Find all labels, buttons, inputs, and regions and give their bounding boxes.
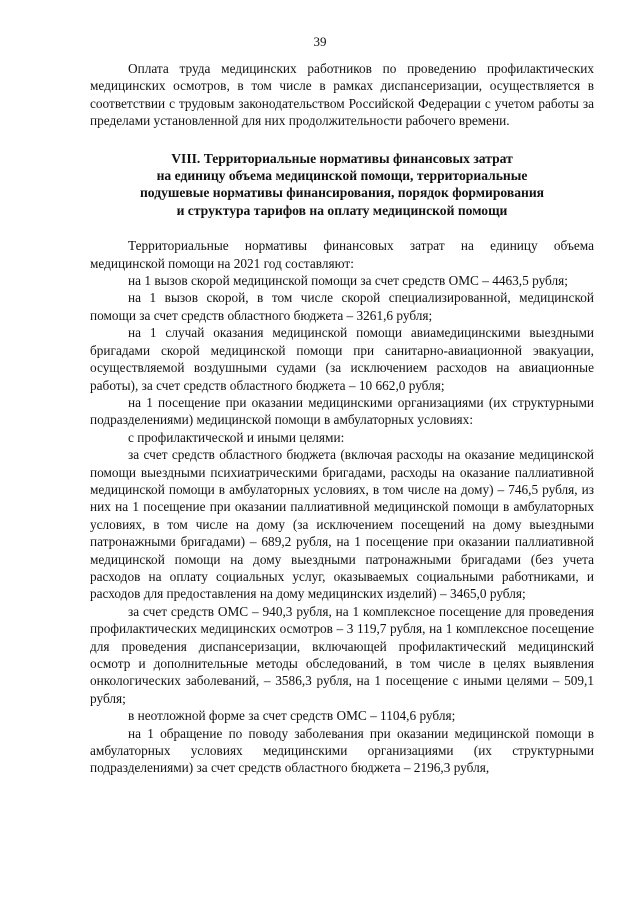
body-paragraph: за счет средств областного бюджета (включая расходы на оказание медицинской помощи выездными психиатрическими бригадами, расходы на оказание паллиативной медицинской помощи в амбулаторных условиях, в том числе на дому) – 746,5 рубля, из них на 1 посещение при оказании паллиативной медицинской помощи в амбулаторных условиях, в том числе на дому (за исключением посещений на дому выездными патронажными бригадами) – 689,2 рубля, на 1 посещение при оказании паллиативной медицинской помощи на дому выездными патронажными бригадами (без учета расходов на оплату социальных услуг, оказываемых социальными работниками, и расходов для предоставления на дому медицинских изделий) – 3465,0 рубля; <box>90 447 594 602</box>
body-paragraph: за счет средств ОМС – 940,3 рубля, на 1 комплексное посещение для проведения профилактических медицинских осмотров – 3 119,7 рубля, на 1 комплексное посещение для проведения диспансеризации, включающей профилактический медицинский осмотр и дополнительные методы обследований, в том числе в целях выявления онкологических заболеваний, – 3586,3 рубля, на 1 посещение с иными целями – 509,1 рубля; <box>90 603 594 706</box>
section-heading-line: на единицу объема медицинской помощи, территориальные <box>156 168 528 184</box>
document-body <box>90 60 594 777</box>
body-paragraph: с профилактической и иными целями: <box>128 429 345 445</box>
body-paragraph: на 1 вызов скорой медицинской помощи за счет средств ОМС – 4463,5 рубля; <box>128 273 568 289</box>
section-heading-line: VIII. Территориальные нормативы финансовых затрат <box>171 150 513 166</box>
body-paragraph: на 1 случай оказания медицинской помощи авиамедицинскими выездными бригадами скорой медицинской помощи при санитарно-авиационной эвакуации, осуществляемой воздушными судами (за исключением расходов на авиационные работы), за счет средств областного бюджета – 10 662,0 рубля; <box>90 325 594 393</box>
body-paragraph: на 1 посещение при оказании медицинскими организациями (их структурными подразделениями) медицинской помощи в амбулаторных условиях: <box>90 394 594 428</box>
body-paragraph: на 1 обращение по поводу заболевания при оказании медицинской помощи в амбулаторных условиях медицинскими организациями (их структурными подразделениями) за счет средств областного бюджета – 2196,3 рубля, <box>90 725 594 776</box>
intro-paragraph: Оплата труда медицинских работников по проведению профилактических медицинских осмотров, в том числе в рамках диспансеризации, осуществляется в соответствии с трудовым законодательством Российской Федерации с учетом работы за пределами установленной для них продолжительности рабочего времени. <box>90 61 594 129</box>
section-heading <box>90 150 594 220</box>
body-paragraph: Территориальные нормативы финансовых затрат на единицу объема медицинской помощи на 2021 год составляют: <box>90 238 594 271</box>
section-heading-line: подушевые нормативы финансирования, порядок формирования <box>139 185 545 201</box>
body-paragraph: в неотложной форме за счет средств ОМС – 1104,6 рубля; <box>128 708 456 724</box>
section-heading-line: и структура тарифов на оплату медицинской помощи <box>176 202 508 218</box>
body-paragraph: на 1 вызов скорой, в том числе скорой специализированной, медицинской помощи за счет средств областного бюджета – 3261,6 рубля; <box>90 290 594 323</box>
page-number: 39 <box>313 34 327 49</box>
